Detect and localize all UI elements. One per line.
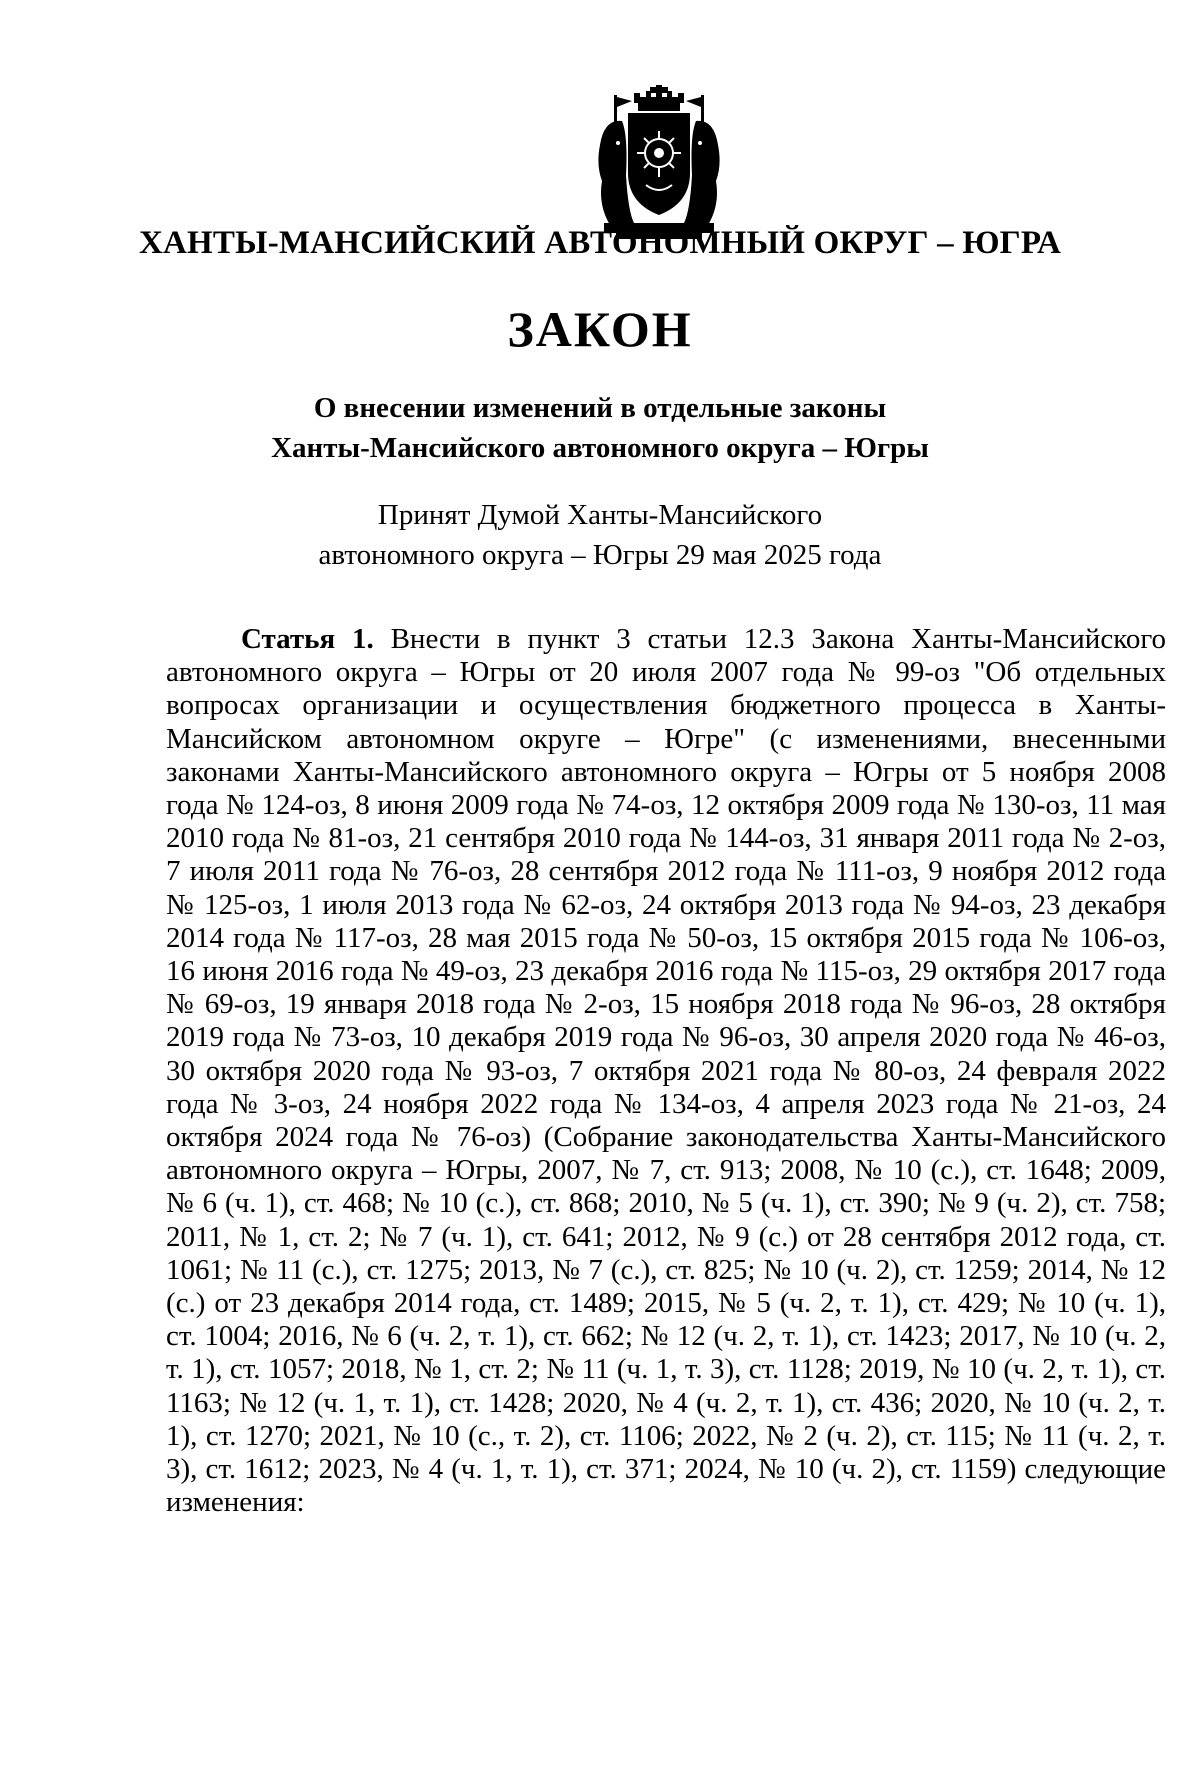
adoption-note-line-2: автономного округа – Югры 29 мая 2025 года bbox=[318, 539, 882, 571]
region-title: ХАНТЫ-МАНСИЙСКИЙ АВТОНОМНЫЙ ОКРУГ – ЮГРА bbox=[138, 225, 1062, 261]
law-title bbox=[0, 388, 1200, 468]
article-1-label: Статья 1. bbox=[241, 623, 374, 655]
law-title-line-1: О внесении изменений в отдельные законы bbox=[313, 392, 887, 424]
document-type-title: ЗАКОН bbox=[507, 301, 693, 357]
adoption-note bbox=[0, 495, 1200, 575]
coat-of-arms-emblem bbox=[594, 85, 724, 240]
article-1-paragraph bbox=[166, 623, 1166, 1519]
article-1-text: Внести в пункт 3 статьи 12.3 Закона Ханты-Мансийского автономного округа – Югры от 20 июля 2007 года № 99-оз "Об отдельных вопросах организации и осуществления бюджетного процесса в Ханты-Мансийском автономном округе – Югре" (с изменениями, внесенными законами Ханты-Мансийского автономного округа – Югры от 5 ноября 2008 года № 124-оз, 8 июня 2009 года № 74-оз, 12 октября 2009 года № 130-оз, 11 мая 2010 года № 81-оз, 21 сентября 2010 года № 144-оз, 31 января 2011 года № 2-оз, 7 июля 2011 года № 76-оз, 28 сентября 2012 года № 111-оз, 9 ноября 2012 года № 125-оз, 1 июля 2013 года № 62-оз, 24 октября 2013 года № 94-оз, 23 декабря 2014 года № 117-оз, 28 мая 2015 года № 50-оз, 15 октября 2015 года № 106-оз, 16 июня 2016 года № 49-оз, 23 декабря 2016 года № 115-оз, 29 октября 2017 года № 69-оз, 19 января 2018 года № 2-оз, 15 ноября 2018 года № 96-оз, 28 октября 2019 года № 73-оз, 10 декабря 2019 года № 96-оз, 30 апреля 2020 года № 46-оз, 30 октября 2020 года № 93-оз, 7 октября 2021 года № 80-оз, 24 февраля 2022 года № 3-оз, 24 ноября 2022 года № 134-оз, 4 апреля 2023 года № 21-оз, 24 октября 2024 года № 76-оз) (Собрание законодательства Ханты-Мансийского автономного округа – Югры, 2007, № 7, ст. 913; 2008, № 10 (с.), ст. 1648; 2009, № 6 (ч. 1), ст. 468; № 10 (с.), ст. 868; 2010, № 5 (ч. 1), ст. 390; № 9 (ч. 2), ст. 758; 2011, № 1, ст. 2; № 7 (ч. 1), ст. 641; 2012, № 9 (с.) от 28 сентября 2012 года, ст. 1061; № 11 (с.), ст. 1275; 2013, № 7 (с.), ст. 825; № 10 (ч. 2), ст. 1259; 2014, № 12 (с.) от 23 декабря 2014 года, ст. 1489; 2015, № 5 (ч. 2, т. 1), ст. 429; № 10 (ч. 1), ст. 1004; 2016, № 6 (ч. 2, т. 1), ст. 662; № 12 (ч. 2, т. 1), ст. 1423; 2017, № 10 (ч. 2, т. 1), ст. 1057; 2018, № 1, ст. 2; № 11 (ч. 1, т. 3), ст. 1128; 2019, № 10 (ч. 2, т. 1), ст. 1163; № 12 (ч. 1, т. 1), ст. 1428; 2020, № 4 (ч. 2, т. 1), ст. 436; 2020, № 10 (ч. 2, т. 1), ст. 1270; 2021, № 10 (с., т. 2), ст. 1106; 2022, № 2 (ч. 2), ст. 115; № 11 (ч. 2, т. 3), ст. 1612; 2023, № 4 (ч. 1, т. 1), ст. 371; 2024, № 10 (ч. 2), ст. 1159) следующие изменения: bbox=[166, 623, 1166, 1519]
law-title-line-2: Ханты-Мансийского автономного округа – Югры bbox=[271, 432, 929, 464]
adoption-note-line-1: Принят Думой Ханты-Мансийского bbox=[377, 499, 823, 531]
